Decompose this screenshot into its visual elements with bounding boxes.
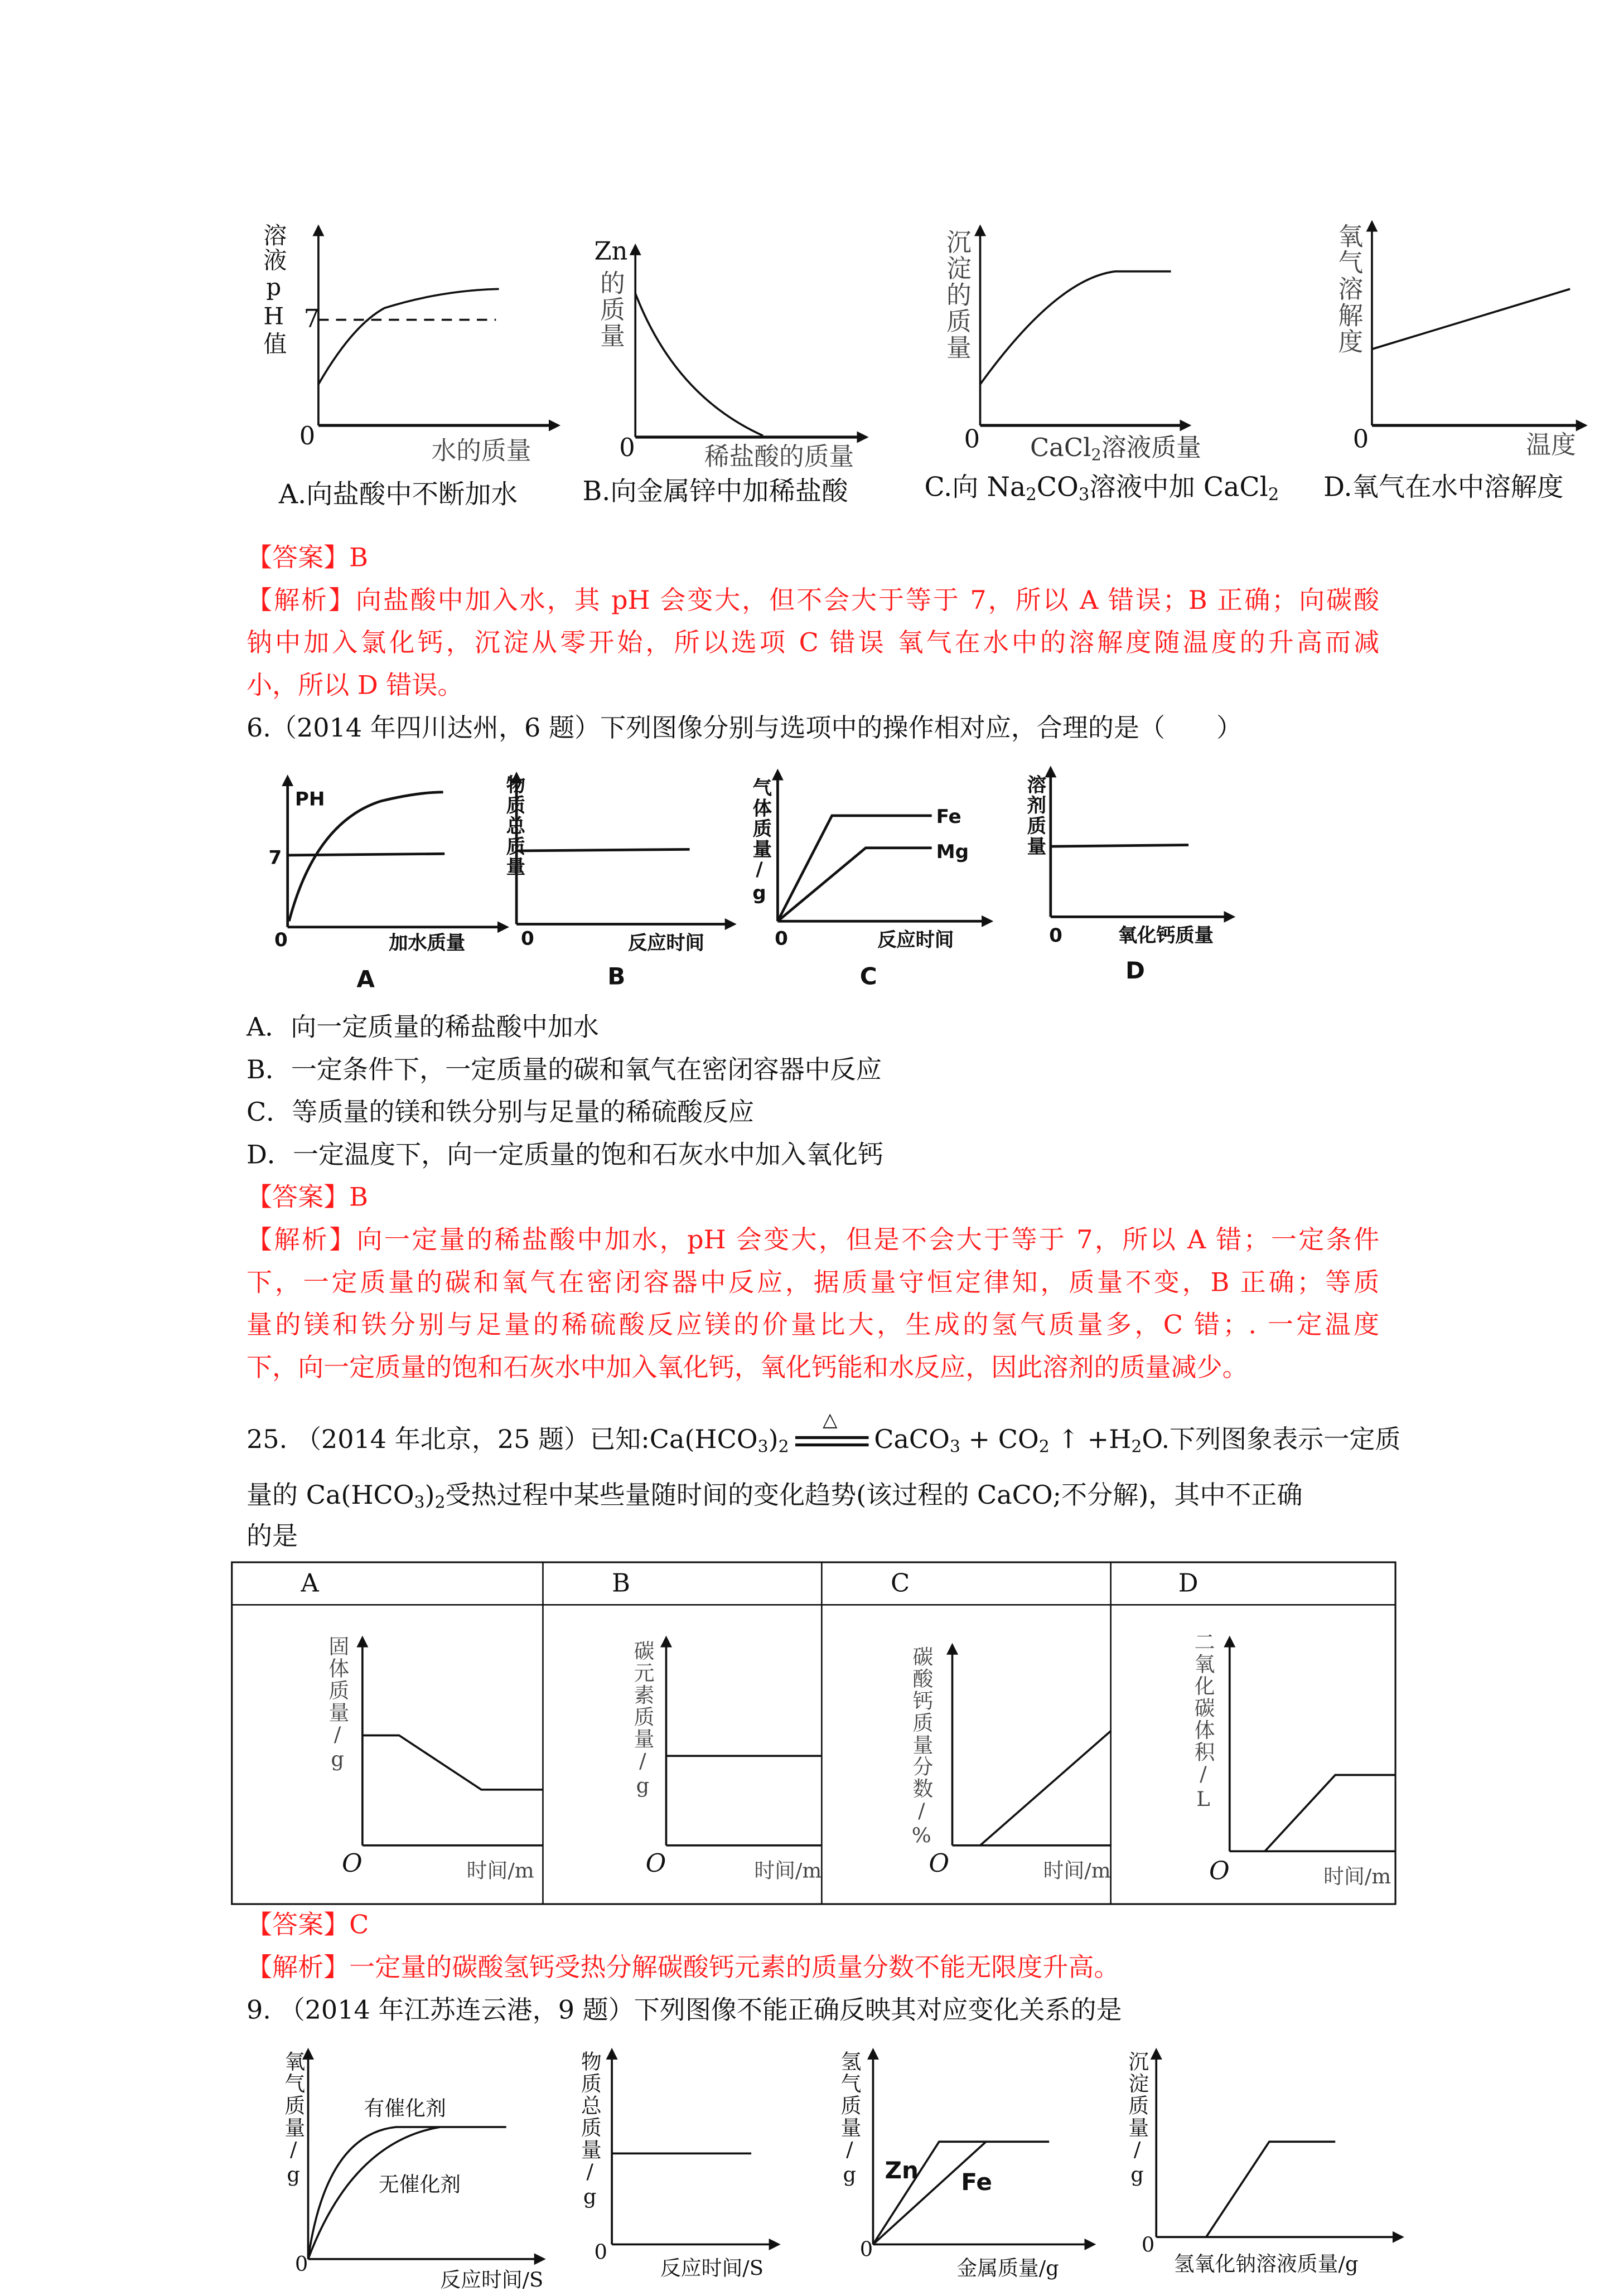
q25-table-header-d: D xyxy=(1178,1570,1199,1599)
q9-c-xlabel: 金属质量/g xyxy=(956,2258,1059,2282)
q6-c-origin: 0 xyxy=(775,928,788,951)
q6-answer: 【答案】B xyxy=(247,1184,369,1213)
q5-d-ylabel: 氧气溶解度 xyxy=(1332,222,1362,355)
q5-answer: 【答案】B xyxy=(247,544,369,574)
q5-a-xlabel: 水的质量 xyxy=(431,437,531,467)
q5-chart-d-graphics xyxy=(1372,223,1584,425)
q25-a-xlabel: 时间/m xyxy=(466,1860,534,1884)
q9-a-origin: 0 xyxy=(294,2253,308,2277)
q25-table-header-b: B xyxy=(612,1570,631,1599)
q6-a-origin: 0 xyxy=(274,930,288,952)
q5-chart-b-graphics xyxy=(635,246,866,437)
q6-option-c: C．等质量的镁和铁分别与足量的稀硫酸反应 xyxy=(247,1098,755,1128)
q9-b-xlabel: 反应时间/S xyxy=(660,2258,763,2282)
q25-question-line3: 的是 xyxy=(247,1522,298,1552)
q6-c-letter: C xyxy=(859,962,877,990)
q9-b-ylabel: 物质总质量/g xyxy=(578,2051,602,2211)
q25-c-ylabel: 碳酸钙质量分数/% xyxy=(910,1645,934,1850)
q6-option-a: A．向一定质量的稀盐酸中加水 xyxy=(247,1014,599,1043)
q9-d-ylabel: 沉淀质量/g xyxy=(1125,2051,1149,2189)
q5-analysis-line: 小，所以 D 错误。 xyxy=(247,671,463,701)
q5-c-caption: C.向 $Na_2CO_3$溶液中加 CaCl$_2$ xyxy=(924,472,1279,505)
q6-d-xlabel: 氧化钙质量 xyxy=(1118,926,1214,948)
q6-b-ylabel: 物质总质量 xyxy=(501,774,524,878)
q6-option-b: B．一定条件下，一定质量的碳和氧气在密闭容器中反应 xyxy=(247,1056,882,1086)
q5-analysis-line: 钠中加入氯化钙，沉淀从零开始，所以选项 C 错误 氧气在水中的溶解度随温度的升高而减 xyxy=(247,629,1380,659)
q5-c-xlabel: CaCl$_2$溶液质量 xyxy=(1030,434,1201,465)
q9-c-ylabel: 氢气质量/g xyxy=(838,2051,862,2189)
q25-table-graphics xyxy=(232,1562,1395,1904)
q6-d-letter: D xyxy=(1125,956,1145,985)
q5-chart-a-graphics xyxy=(318,227,558,425)
q6-analysis-line: 量的镁和铁分别与足量的稀硫酸反应镁的价量比大，生成的氢气质量多，C 错；. 一定温度 xyxy=(247,1311,1380,1341)
q5-b-origin: 0 xyxy=(619,434,635,464)
q5-c-ylabel: 沉淀的质量 xyxy=(940,229,970,361)
zn-mass-curve xyxy=(635,293,763,435)
q6-c-ylabel: 气体质量/g xyxy=(748,777,771,907)
q5-a-origin: 0 xyxy=(299,422,316,452)
q6-analysis-line: 下，一定质量的碳和氧气在密闭容器中反应，据质量守恒定律知，质量不变，B 正确；等质 xyxy=(247,1268,1380,1299)
q25-b-origin: O xyxy=(645,1849,666,1880)
q25-d-xlabel: 时间/m xyxy=(1323,1866,1391,1890)
q6-option-d: D．一定温度下，向一定质量的饱和石灰水中加入氧化钙 xyxy=(247,1141,883,1171)
q5-b-caption: B.向金属锌中加稀盐酸 xyxy=(582,477,848,508)
q9-c-series-fe: Fe xyxy=(961,2168,992,2196)
q6-b-letter: B xyxy=(607,962,626,990)
q9-d-xlabel: 氢氧化钠溶液质量/g xyxy=(1173,2253,1359,2277)
q25-b-xlabel: 时间/m xyxy=(754,1860,822,1884)
q9-question: 9. （2014 年江苏连云港，9 题）下列图像不能正确反映其对应变化关系的是 xyxy=(247,1996,1122,2026)
q25-analysis: 【解析】一定量的碳酸氢钙受热分解碳酸钙元素的质量分数不能无限度升高。 xyxy=(247,1954,1120,1984)
q6-a-tick-7: 7 xyxy=(268,847,282,870)
q5-d-xlabel: 温度 xyxy=(1526,431,1576,461)
q9-a-xlabel: 反应时间/S xyxy=(440,2269,544,2293)
q25-d-ylabel: 二氧化碳体积/L xyxy=(1191,1631,1215,1813)
q6-question: 6.（2014 年四川达州，6 题）下列图像分别与选项中的操作相对应，合理的是（ ） xyxy=(247,714,1243,744)
q5-a-caption: A.向盐酸中不断加水 xyxy=(278,479,518,511)
ph-curve xyxy=(318,289,499,384)
q6-c-series-fe: Fe xyxy=(936,807,961,829)
q6-b-xlabel: 反应时间 xyxy=(628,933,704,955)
q25-table-header-c: C xyxy=(891,1570,910,1599)
q9-a-series-catalyst: 有催化剂 xyxy=(364,2098,446,2121)
heating-equals-sign: △ xyxy=(795,1431,868,1452)
q25-question-line1: 25. （2014 年北京，25 题）已知$:Ca(HCO_3)_2$ △ CaCO$_3$ + $CO_2$ ↑ $+H_2O$.下列图象表示一定质 xyxy=(247,1409,1401,1457)
q6-b-origin: 0 xyxy=(521,928,534,951)
q5-a-ylabel: 溶液pH值 xyxy=(259,222,288,357)
q5-analysis-line: 【解析】向盐酸中加入水，其 pH 会变大，但不会大于等于 7，所以 A 错误；B 正确；向碳酸 xyxy=(247,587,1380,617)
q5-d-origin: 0 xyxy=(1352,425,1369,455)
q5-b-ylabel: 的质量 xyxy=(594,270,624,350)
q5-c-origin: 0 xyxy=(964,425,980,455)
q9-a-ylabel: 氧气质量/g xyxy=(282,2051,306,2189)
q9-b-origin: 0 xyxy=(594,2241,608,2265)
q6-c-series-mg: Mg xyxy=(936,842,969,864)
q6-c-xlabel: 反应时间 xyxy=(877,930,954,952)
q25-a-ylabel: 固体质量/g xyxy=(326,1635,350,1774)
q25-b-ylabel: 碳元素质量/g xyxy=(631,1640,655,1800)
q6-a-xlabel: 加水质量 xyxy=(389,933,466,955)
q25-answer: 【答案】C xyxy=(247,1911,369,1941)
q6-d-ylabel: 溶剂质量 xyxy=(1022,774,1045,857)
q6-a-ylabel: PH xyxy=(294,789,325,811)
q5-chart-c-graphics xyxy=(980,227,1189,425)
q9-c-origin: 0 xyxy=(859,2238,873,2263)
q5-d-caption: D.氧气在水中溶解度 xyxy=(1323,472,1564,503)
q25-c-origin: O xyxy=(929,1849,950,1880)
q6-analysis-line: 【解析】向一定量的稀盐酸中加水，pH 会变大，但是不会大于等于 7，所以 A 错；一定条件 xyxy=(247,1226,1380,1256)
q6-analysis-line: 下，向一定质量的饱和石灰水中加入氧化钙，氧化钙能和水反应，因此溶剂的质量减少。 xyxy=(247,1354,1248,1384)
q5-b-ylabel-zn: Zn xyxy=(594,238,628,267)
q5-b-xlabel: 稀盐酸的质量 xyxy=(704,443,854,473)
q9-d-origin: 0 xyxy=(1141,2234,1155,2258)
q25-a-origin: O xyxy=(342,1849,363,1880)
q6-d-origin: 0 xyxy=(1049,926,1062,948)
q25-table-header-a: A xyxy=(301,1570,319,1599)
precipitate-curve xyxy=(980,272,1171,385)
q5-a-tick-7: 7 xyxy=(303,305,320,335)
q9-c-series-zn: Zn xyxy=(885,2156,919,2184)
q6-a-letter: A xyxy=(356,965,375,994)
solubility-line xyxy=(1372,289,1570,349)
q25-c-xlabel: 时间/m xyxy=(1043,1860,1111,1884)
q9-a-series-no-catalyst: 无催化剂 xyxy=(378,2174,461,2198)
q25-d-origin: O xyxy=(1209,1857,1230,1887)
q25-question-line2: 量的 $Ca(HCO_3)_2$受热过程中某些量随时间的变化趋势(该过程的 CaCO;不分解)，其中不正确 xyxy=(247,1481,1303,1513)
